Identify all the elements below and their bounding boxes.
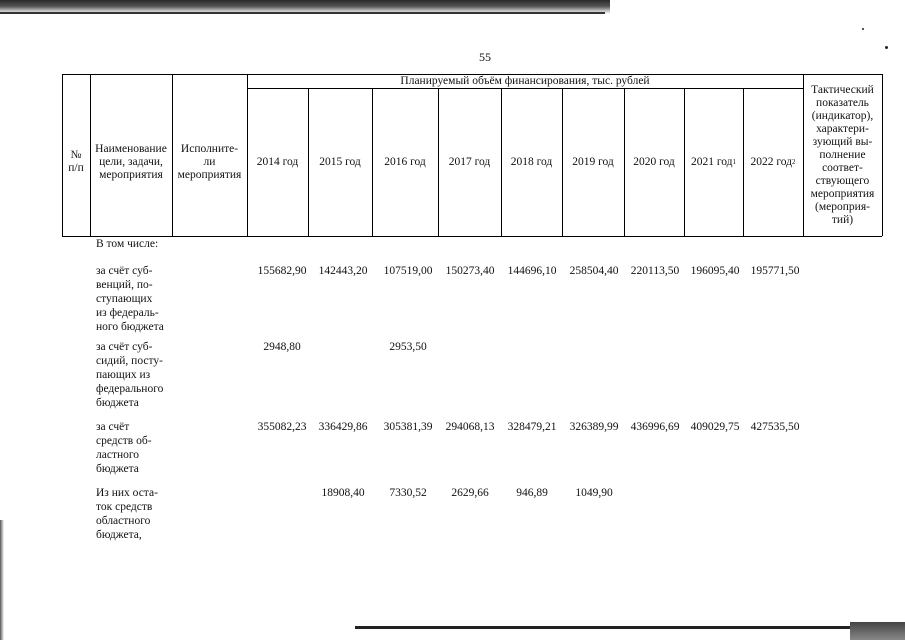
value-cell: 436996,69 bbox=[630, 421, 680, 433]
header-year-label: 2014 год bbox=[256, 155, 299, 168]
header-name: Наименование цели, задачи, мероприятия bbox=[95, 142, 167, 181]
intro-text: В том числе: bbox=[96, 238, 159, 250]
row-label: за счёт средств об- ластного бюджета bbox=[96, 421, 152, 475]
header-year bbox=[624, 88, 684, 236]
header-number: № п/п bbox=[68, 149, 84, 174]
header-year bbox=[501, 88, 562, 236]
value-cell: 1049,90 bbox=[575, 487, 613, 499]
value-cell: 2629,66 bbox=[451, 487, 489, 499]
header-year-label: 2021 год bbox=[690, 155, 733, 168]
page-number: 55 bbox=[479, 50, 491, 64]
value-cell: 195771,50 bbox=[750, 265, 800, 277]
value-cell: 107519,00 bbox=[383, 265, 433, 277]
header-year-label: 2022 год bbox=[750, 155, 793, 168]
header-year bbox=[247, 88, 308, 236]
value-cell: 336429,86 bbox=[318, 421, 368, 433]
value-cell: 328479,21 bbox=[507, 421, 557, 433]
header-bottom-border bbox=[62, 236, 882, 237]
header-year: 2021 год 1 bbox=[690, 155, 737, 168]
header-indicator: Тактический показатель (индикатор), характери- зующий вы- полнение соответ- ствующего мероприятия (мероприя- тий) bbox=[810, 83, 875, 226]
header-year-label: 2016 год bbox=[384, 155, 426, 168]
value-cell: 427535,50 bbox=[750, 421, 800, 433]
row-label: за счёт суб- сидий, посту- пающих из федерального бюджета bbox=[96, 341, 164, 409]
value-cell: 2953,50 bbox=[389, 341, 427, 353]
header-year-label: 2017 год bbox=[448, 155, 491, 168]
value-cell: 294068,13 bbox=[445, 421, 495, 433]
header-financing: Планируемый объём финансирования, тыс. рублей bbox=[400, 74, 650, 87]
value-cell: 2948,80 bbox=[263, 341, 301, 353]
header-year bbox=[438, 88, 501, 236]
row-label: Из них оста- ток средств областного бюджета, bbox=[96, 487, 158, 541]
value-cell: 946,89 bbox=[516, 487, 548, 499]
value-cell: 144696,10 bbox=[507, 265, 557, 277]
header-year bbox=[372, 88, 438, 236]
value-cell: 155682,90 bbox=[257, 265, 307, 277]
header-year-label: 2019 год bbox=[572, 155, 614, 168]
header-year-label: 2020 год bbox=[633, 155, 675, 168]
header-year-label: 2015 год bbox=[319, 155, 361, 168]
value-cell: 220113,50 bbox=[630, 265, 680, 277]
row-label: за счёт суб- венций, по- ступающих из федераль- ного бюджета bbox=[96, 265, 164, 333]
header-year-label: 2018 год bbox=[510, 155, 553, 168]
value-cell: 326389,99 bbox=[569, 421, 619, 433]
value-cell: 7330,52 bbox=[389, 487, 427, 499]
header-year bbox=[562, 88, 624, 236]
value-cell: 142443,20 bbox=[318, 265, 368, 277]
value-cell: 305381,39 bbox=[383, 421, 433, 433]
value-cell: 355082,23 bbox=[257, 421, 307, 433]
header-executor: Исполните- ли мероприятия bbox=[177, 142, 242, 181]
value-cell: 409029,75 bbox=[690, 421, 740, 433]
value-cell: 258504,40 bbox=[569, 265, 619, 277]
value-cell: 196095,40 bbox=[690, 265, 740, 277]
value-cell: 150273,40 bbox=[445, 265, 495, 277]
table-right-border bbox=[882, 74, 883, 236]
value-cell: 18908,40 bbox=[321, 487, 365, 499]
header-year bbox=[308, 88, 372, 236]
header-year: 2022 год 2 bbox=[750, 155, 796, 168]
